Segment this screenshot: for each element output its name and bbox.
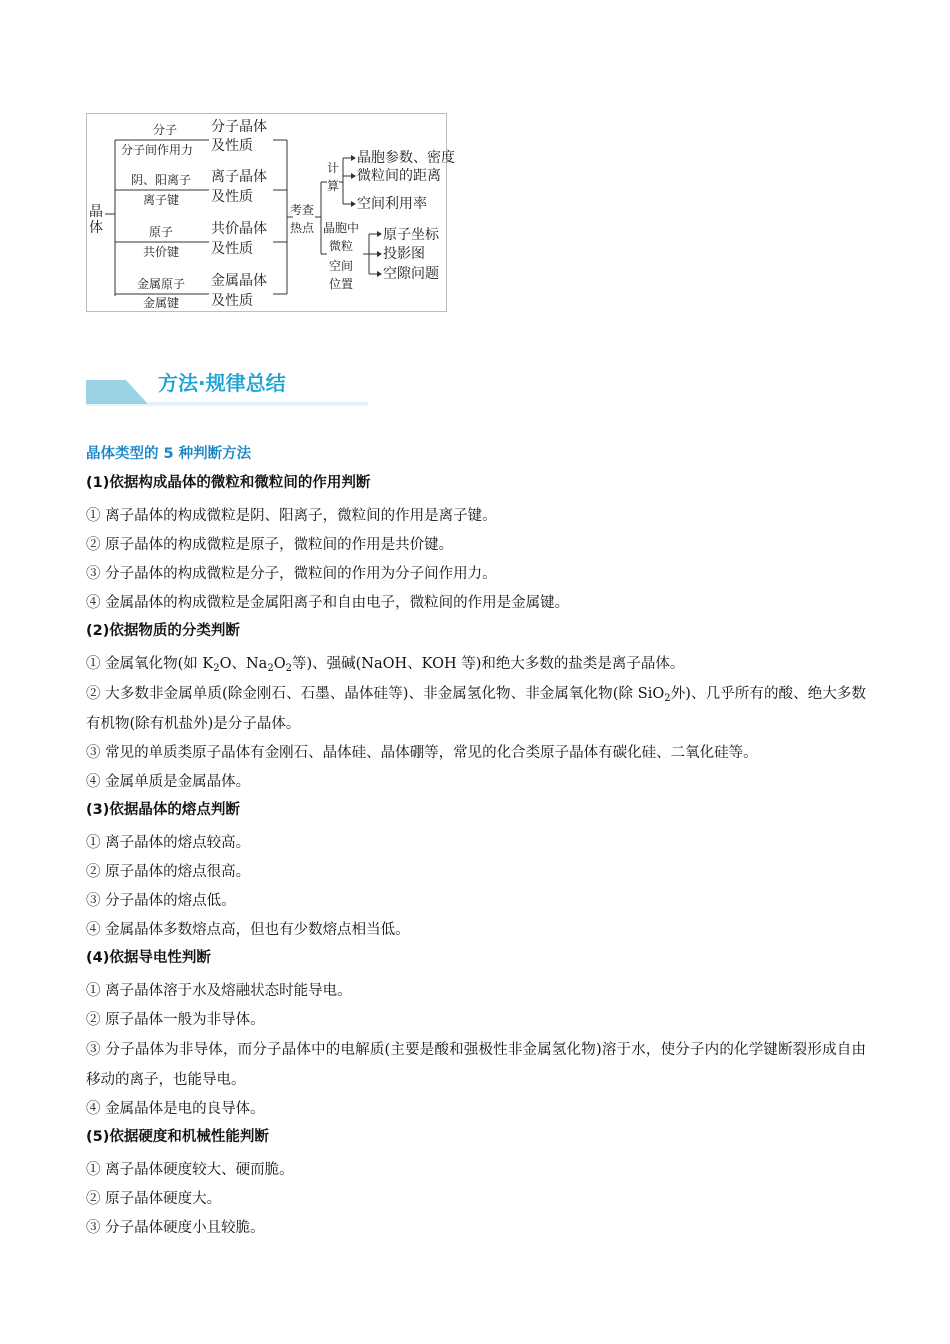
calc-label-2: 算 (327, 179, 340, 193)
s3-item-2: ② 原子晶体的熔点很高。 (86, 864, 251, 880)
s2-item-4: ④ 金属单质是金属晶体。 (86, 774, 251, 790)
banner-title: 方法·规律总结 (158, 371, 286, 395)
section-subtitle: 晶体类型的 5 种判断方法 (86, 446, 252, 462)
s2-item-2: ② 大多数非金属单质(除金刚石、石墨、晶体硅等)、非金属氢化物、非金属氧化物(除 SiO$_2$外)、几乎所有的酸、绝大多数有机物(除有机盐外)是分子晶体。 (86, 686, 866, 732)
s1-item-3: ③ 分子晶体的构成微粒是分子，微粒间的作用为分子间作用力。 (86, 566, 497, 582)
s1-item-1: ① 离子晶体的构成微粒是阴、阳离子，微粒间的作用是离子键。 (86, 508, 497, 524)
s2-item-3: ③ 常见的单质类原子晶体有金刚石、晶体硅、晶体硼等，常见的化合类原子晶体有碳化硅、二氧化硅等。 (86, 745, 758, 761)
crystal-concept-diagram (86, 113, 455, 312)
position-item-2: 投影图 (383, 246, 425, 262)
heading-5: (5)依据硬度和机械性能判断 (86, 1129, 269, 1145)
row1-top-label: 分子 (153, 123, 178, 137)
heading-2: (2)依据物质的分类判断 (86, 623, 240, 639)
s5-item-3: ③ 分子晶体硬度小且较脆。 (86, 1220, 265, 1236)
row3-crystal-sub: 及性质 (211, 241, 253, 257)
s4-item-3: ③ 分子晶体为非导体，而分子晶体中的电解质(主要是酸和强极性非金属氢化物)溶于水，使分子内的化学键断裂形成自由移动的离子，也能导电。 (86, 1042, 866, 1088)
row3-crystal-label: 共价晶体 (211, 221, 267, 237)
row4-top-label: 金属原子 (137, 277, 186, 291)
position-item-3: 空隙问题 (383, 266, 439, 282)
row3-bottom-label: 共价键 (143, 245, 180, 259)
calc-item-2: 微粒间的距离 (357, 168, 441, 184)
row3-top-label: 原子 (149, 225, 174, 239)
position-item-1: 原子坐标 (383, 227, 439, 243)
s4-item-4: ④ 金属晶体是电的良导体。 (86, 1101, 265, 1117)
row4-crystal-sub: 及性质 (211, 293, 253, 309)
s5-item-1: ① 离子晶体硬度较大、硬而脆。 (86, 1162, 294, 1178)
hotspot-label-2: 热点 (290, 221, 315, 235)
row1-crystal-label: 分子晶体 (211, 119, 267, 135)
row1-crystal-sub: 及性质 (211, 138, 253, 154)
calc-item-3: 空间利用率 (357, 196, 427, 212)
row4-crystal-label: 金属晶体 (211, 273, 267, 289)
heading-4: (4)依据导电性判断 (86, 950, 211, 966)
position-label-3: 空间 (329, 259, 354, 273)
diagram-root-label: 晶体 (89, 204, 103, 236)
row4-bottom-label: 金属键 (143, 296, 180, 310)
s5-item-2: ② 原子晶体硬度大。 (86, 1191, 222, 1207)
s2-item-1: ① 金属氧化物(如 $K_2O$、$Na_2O_2$等)、强碱(NaOH、KOH 等)和绝大多数的盐类是离子晶体。 (86, 656, 685, 674)
heading-1: (1)依据构成晶体的微粒和微粒间的作用判断 (86, 475, 371, 491)
s3-item-1: ① 离子晶体的熔点较高。 (86, 835, 251, 851)
s1-item-4: ④ 金属晶体的构成微粒是金属阳离子和自由电子，微粒间的作用是金属键。 (86, 595, 570, 611)
position-label-1: 晶胞中 (323, 221, 360, 235)
row1-bottom-label: 分子间作用力 (121, 143, 194, 157)
row2-crystal-label: 离子晶体 (211, 169, 267, 185)
row2-bottom-label: 离子键 (143, 193, 180, 207)
calc-label-1: 计 (327, 161, 340, 175)
heading-3: (3)依据晶体的熔点判断 (86, 802, 240, 818)
s3-item-4: ④ 金属晶体多数熔点高，但也有少数熔点相当低。 (86, 922, 410, 938)
document-body (86, 444, 866, 1243)
position-label-4: 位置 (329, 277, 354, 291)
hotspot-label-1: 考查 (290, 203, 315, 217)
row2-crystal-sub: 及性质 (211, 189, 253, 205)
calc-item-1: 晶胞参数、密度 (357, 150, 455, 166)
row2-top-label: 阴、阳离子 (131, 173, 192, 187)
s1-item-2: ② 原子晶体的构成微粒是原子，微粒间的作用是共价键。 (86, 537, 454, 553)
section-banner (86, 358, 368, 410)
s3-item-3: ③ 分子晶体的熔点低。 (86, 893, 236, 909)
s4-item-2: ② 原子晶体一般为非导体。 (86, 1012, 265, 1028)
position-label-2: 微粒 (329, 239, 354, 253)
s4-item-1: ① 离子晶体溶于水及熔融状态时能导电。 (86, 983, 352, 999)
